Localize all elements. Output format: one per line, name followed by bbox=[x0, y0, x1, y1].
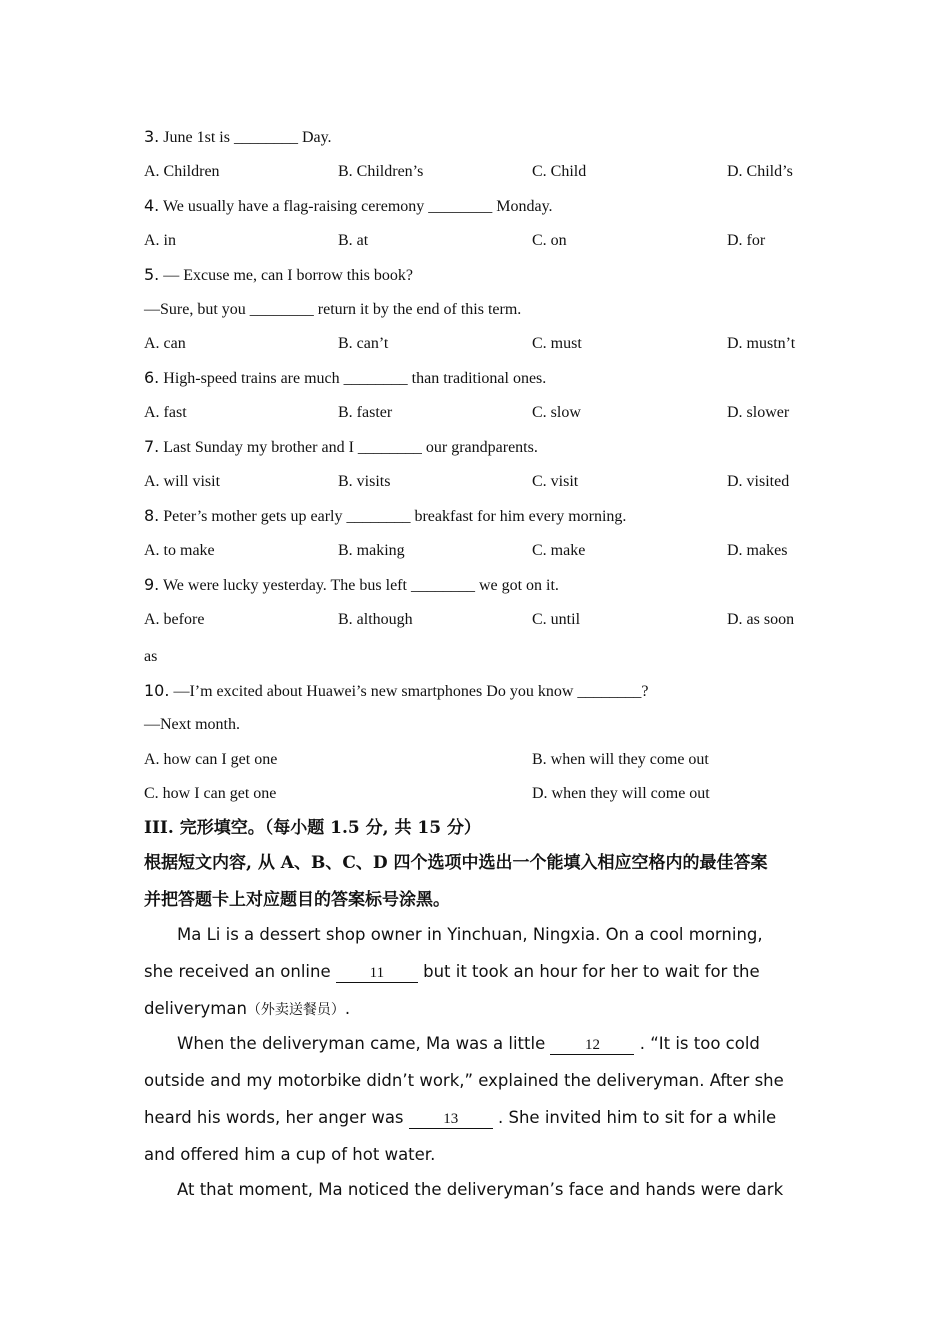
option-c: C. visit bbox=[532, 473, 579, 490]
blank-13: 13 bbox=[409, 1110, 493, 1129]
option-a: A. fast bbox=[144, 404, 187, 421]
passage-line bbox=[144, 998, 350, 1021]
blank-12: 12 bbox=[550, 1036, 634, 1055]
option-c: C. Child bbox=[532, 163, 587, 180]
option-d-wrap: as bbox=[144, 648, 158, 665]
question-number: 10. bbox=[144, 681, 170, 700]
option-d: D. makes bbox=[727, 542, 788, 559]
passage-text: deliveryman bbox=[144, 999, 247, 1018]
passage-text: When the deliveryman came, Ma was a little bbox=[177, 1034, 551, 1053]
option-b: B. visits bbox=[338, 473, 391, 490]
option-c: C. on bbox=[532, 232, 567, 249]
passage-text: but it took an hour for her to wait for the bbox=[417, 962, 760, 981]
question-stem: High-speed trains are much ________ than traditional ones. bbox=[163, 370, 547, 387]
question-9 bbox=[144, 575, 559, 596]
section-title: III. 完形填空。（每小题 1.5 分, 共 15 分） bbox=[144, 818, 481, 838]
option-a: A. before bbox=[144, 611, 205, 628]
section-instruction-continued: 并把答题卡上对应题目的答案标号涂黑。 bbox=[144, 890, 450, 910]
passage-line: and offered him a cup of hot water. bbox=[144, 1145, 436, 1164]
option-a: A. Children bbox=[144, 163, 220, 180]
option-b: B. faster bbox=[338, 404, 393, 421]
question-stem: Peter’s mother gets up early ________ breakfast for him every morning. bbox=[163, 508, 627, 525]
passage-line bbox=[144, 1107, 776, 1129]
option-b: B. at bbox=[338, 232, 369, 249]
option-c: C. make bbox=[532, 542, 586, 559]
question-stem-line-2: —Next month. bbox=[144, 716, 240, 733]
question-number: 3. bbox=[144, 127, 160, 146]
question-number: 6. bbox=[144, 368, 160, 387]
question-10 bbox=[144, 681, 648, 702]
option-d: D. mustn’t bbox=[727, 335, 796, 352]
passage-line bbox=[177, 1033, 760, 1055]
passage-line: At that moment, Ma noticed the deliveryman’s face and hands were dark bbox=[177, 1180, 784, 1199]
option-a: A. how can I get one bbox=[144, 751, 278, 768]
option-c: C. slow bbox=[532, 404, 581, 421]
option-b: B. when will they come out bbox=[532, 751, 709, 768]
passage-text: heard his words, her anger was bbox=[144, 1108, 409, 1127]
section-instruction: 根据短文内容, 从 A、B、C、D 四个选项中选出一个能填入相应空格内的最佳答案 bbox=[144, 853, 768, 873]
question-number: 9. bbox=[144, 575, 160, 594]
passage-text: . bbox=[344, 999, 351, 1018]
question-stem: We usually have a flag-raising ceremony ________ Monday. bbox=[162, 198, 553, 215]
question-5 bbox=[144, 265, 413, 286]
question-7 bbox=[144, 437, 538, 458]
option-b: B. can’t bbox=[338, 335, 389, 352]
option-a: A. will visit bbox=[144, 473, 221, 490]
option-d: D. slower bbox=[727, 404, 790, 421]
option-b: B. making bbox=[338, 542, 405, 559]
option-b: B. although bbox=[338, 611, 413, 628]
question-6 bbox=[144, 368, 546, 389]
question-stem: June 1st is ________ Day. bbox=[163, 129, 332, 146]
question-3 bbox=[144, 127, 332, 148]
question-stem: —I’m excited about Huawei’s new smartphones Do you know ________? bbox=[173, 683, 649, 700]
question-stem: — Excuse me, can I borrow this book? bbox=[163, 267, 413, 284]
question-number: 5. bbox=[144, 265, 160, 284]
passage-text: she received an online bbox=[144, 962, 336, 981]
option-c: C. must bbox=[532, 335, 582, 352]
question-4 bbox=[144, 196, 553, 217]
question-stem-line-2: —Sure, but you ________ return it by the end of this term. bbox=[144, 301, 522, 318]
option-d: D. when they will come out bbox=[532, 785, 710, 802]
chinese-gloss: （外卖送餐员） bbox=[246, 1002, 345, 1018]
passage-text: . She invited him to sit for a while bbox=[492, 1108, 777, 1127]
passage-text: . “It is too cold bbox=[634, 1034, 760, 1053]
option-d: D. visited bbox=[727, 473, 790, 490]
option-c: C. how I can get one bbox=[144, 785, 277, 802]
question-number: 8. bbox=[144, 506, 160, 525]
passage-line: outside and my motorbike didn’t work,” explained the deliveryman. After she bbox=[144, 1071, 784, 1090]
option-b: B. Children’s bbox=[338, 163, 424, 180]
question-number: 7. bbox=[144, 437, 160, 456]
question-8 bbox=[144, 506, 626, 527]
question-number: 4. bbox=[144, 196, 160, 215]
option-a: A. to make bbox=[144, 542, 215, 559]
option-a: A. can bbox=[144, 335, 186, 352]
passage-line: Ma Li is a dessert shop owner in Yinchuan, Ningxia. On a cool morning, bbox=[177, 925, 763, 944]
blank-11: 11 bbox=[336, 964, 418, 983]
question-stem: We were lucky yesterday. The bus left ________ we got on it. bbox=[162, 577, 559, 594]
option-d: D. Child’s bbox=[727, 163, 793, 180]
option-d: D. for bbox=[727, 232, 766, 249]
passage-line bbox=[144, 961, 760, 983]
question-stem: Last Sunday my brother and I ________ our grandparents. bbox=[163, 439, 538, 456]
option-d: D. as soon bbox=[727, 611, 795, 628]
option-c: C. until bbox=[532, 611, 581, 628]
option-a: A. in bbox=[144, 232, 176, 249]
